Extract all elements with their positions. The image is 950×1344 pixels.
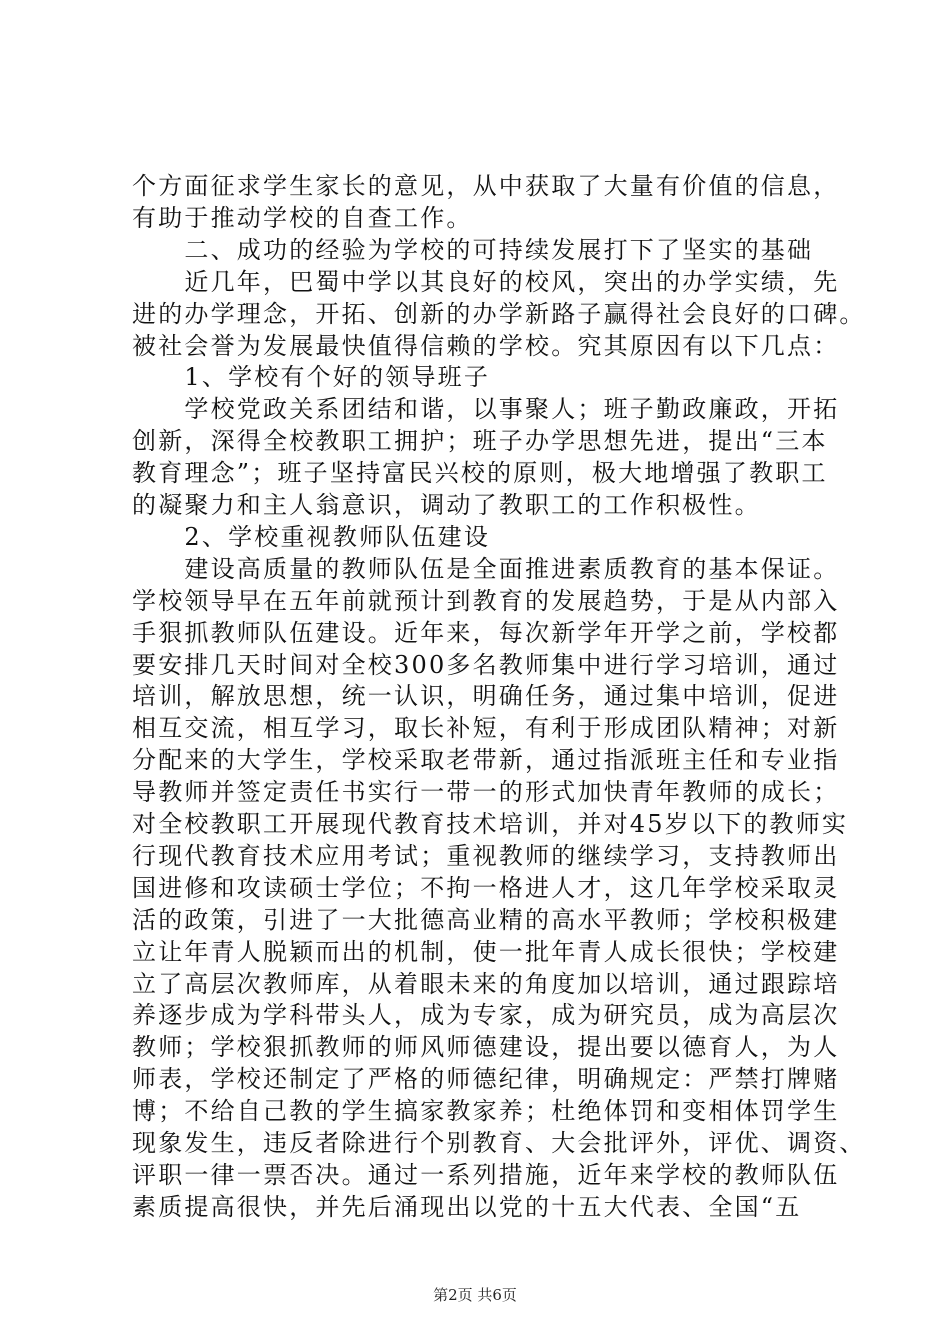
text-line: 有助于推动学校的自查工作。 (132, 203, 473, 232)
text-line: 的凝聚力和主人翁意识，调动了教职工的工作积极性。 (132, 491, 761, 519)
text-line: 学校领导早在五年前就预计到教育的发展趋势，于是从内部入 (132, 586, 840, 615)
text-line: 博；不给自己教的学生搞家教家养；杜绝体罚和变相体罚学生 (132, 1097, 840, 1126)
text-line: 现象发生，违反者除进行个别教育、大会批评外，评优、调资、 (132, 1129, 866, 1157)
text-line: 活的政策，引进了一大批德高业精的高水平教师；学校积极建 (132, 905, 840, 934)
text-line: 教育理念”；班子坚持富民兴校的原则，极大地增强了教职工 (132, 459, 828, 488)
text-line: 分配来的大学生，学校采取老带新，通过指派班主任和专业指 (132, 746, 840, 775)
text-line: 相互交流，相互学习，取长补短，有利于形成团队精神；对新 (132, 714, 840, 743)
text-line: 2、学校重视教师队伍建设 (132, 522, 491, 551)
text-line: 创新，深得全校教职工拥护；班子办学思想先进，提出“三本 (132, 427, 828, 456)
text-line: 学校党政关系团结和谐，以事聚人；班子勤政廉政，开拓 (132, 395, 840, 424)
text-line: 培训，解放思想，统一认识，明确任务，通过集中培训，促进 (132, 682, 840, 711)
text-line: 行现代教育技术应用考试；重视教师的继续学习，支持教师出 (132, 841, 840, 870)
text-line: 立了高层次教师库，从着眼未来的角度加以培训，通过跟踪培 (132, 969, 840, 998)
text-line: 对全校教职工开展现代教育技术培训，并对45岁以下的教师实 (132, 810, 849, 838)
text-line: 素质提高很快，并先后涌现出以党的十五大代表、全国“五 (132, 1192, 802, 1221)
text-line: 教师；学校狠抓教师的师风师德建设，提出要以德育人，为人 (132, 1033, 840, 1062)
text-line: 导教师并签定责任书实行一带一的形式加快青年教师的成长； (132, 778, 840, 807)
text-line: 建设高质量的教师队伍是全面推进素质教育的基本保证。 (132, 554, 840, 583)
text-line: 手狠抓教师队伍建设。近年来，每次新学年开学之前，学校都 (132, 618, 840, 647)
text-line: 师表，学校还制定了严格的师德纪律，明确规定：严禁打牌赌 (132, 1065, 840, 1094)
page-footer: 第2页 共6页 (433, 1286, 517, 1304)
text-line: 国进修和攻读硕士学位；不拘一格进人才，这几年学校采取灵 (132, 873, 840, 902)
text-line: 1、学校有个好的领导班子 (132, 363, 491, 392)
text-line: 被社会誉为发展最快值得信赖的学校。究其原因有以下几点： (132, 331, 840, 360)
text-line: 评职一律一票否决。通过一系列措施，近年来学校的教师队伍 (132, 1160, 840, 1189)
text-line: 二、成功的经验为学校的可持续发展打下了坚实的基础 (132, 235, 814, 264)
text-line: 要安排几天时间对全校300多名教师集中进行学习培训，通过 (132, 650, 840, 679)
text-line: 立让年青人脱颖而出的机制，使一批年青人成长很快；学校建 (132, 937, 840, 966)
text-line: 个方面征求学生家长的意见，从中获取了大量有价值的信息， (132, 172, 840, 200)
text-line: 近几年，巴蜀中学以其良好的校风，突出的办学实绩，先 (132, 267, 840, 296)
text-line: 进的办学理念，开拓、创新的办学新路子赢得社会良好的口碑。 (132, 299, 866, 328)
text-line: 养逐步成为学科带头人，成为专家，成为研究员，成为高层次 (132, 1001, 840, 1030)
